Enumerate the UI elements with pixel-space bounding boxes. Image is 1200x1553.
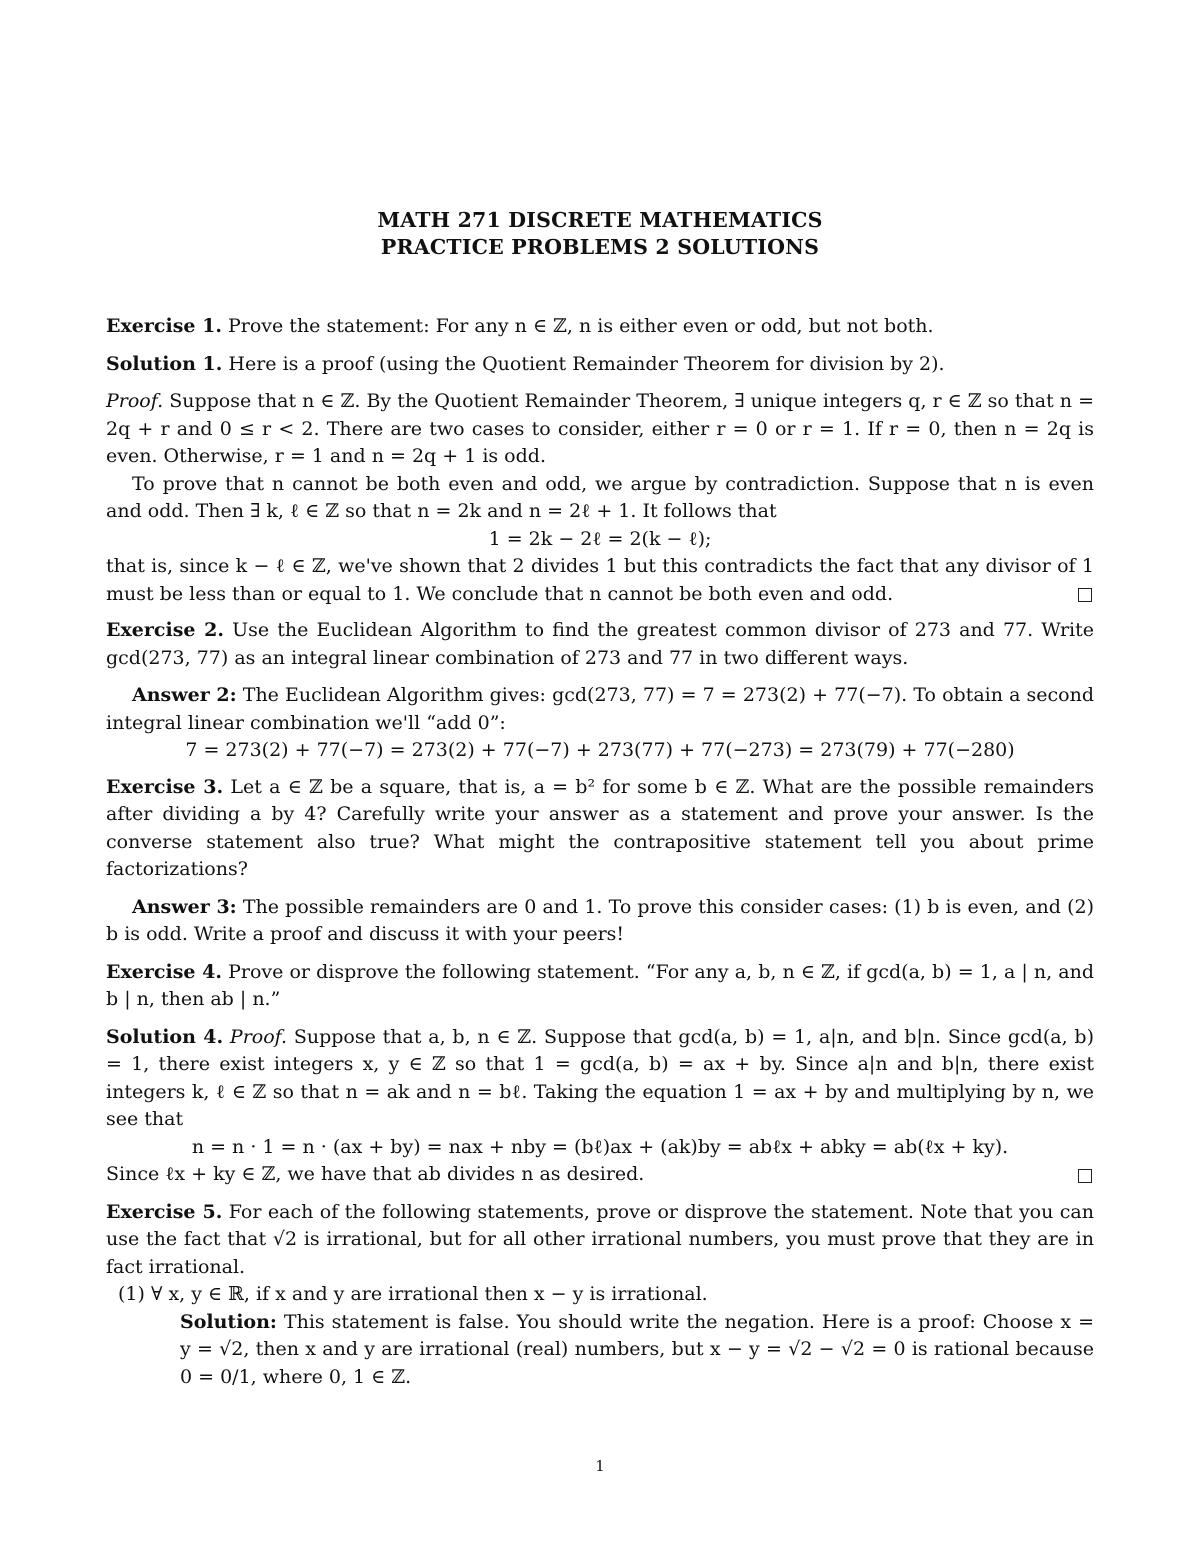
exercise-5-text: For each of the following statements, prove or disprove the statement. Note that you can use the fact that √2 is irrational, but for all other irrational numbers, you must prove that they are in fact irrational. — [106, 1200, 1094, 1278]
solution-1-proof-paragraph-3 — [106, 553, 1094, 608]
qed-square-icon — [1078, 1169, 1092, 1183]
solution-1-proof-paragraph-2: To prove that n cannot be both even and odd, we argue by contradiction. Suppose that n is even and odd. Then ∃ k, ℓ ∈ ℤ so that n = 2k and n = 2ℓ + 1. It follows that — [106, 472, 1094, 522]
solution-4-proof-label: Proof. — [229, 1025, 288, 1048]
title-line-2: PRACTICE PROBLEMS 2 SOLUTIONS — [380, 235, 820, 259]
proof-paragraph-1-text: Suppose that n ∈ ℤ. By the Quotient Remainder Theorem, ∃ unique integers q, r ∈ ℤ so that n = 2q + r and 0 ≤ r < 2. There are two cases to consider, either r = 0 or r = 1. If r = 0, then n = 2q is even. Otherwise, r = 1 and n = 2q + 1 is odd. — [106, 390, 1094, 467]
item-1-solution-text: This statement is false. You should write the negation. Here is a proof: Choose x = y = √2, then x and y are irrational (real) numbers, but x − y = √2 − √2 = 0 is rational because 0 = 0/1, where 0, 1 ∈ ℤ. — [180, 1310, 1094, 1388]
answer-3-text: The possible remainders are 0 and 1. To prove this consider cases: (1) b is even, and (2) b is odd. Write a proof and discuss it with your peers! — [106, 895, 1095, 945]
exercise-4-text: Prove or disprove the following statement. “For any a, b, n ∈ ℤ, if gcd(a, b) = 1, a | n, and b | n, then ab | n.” — [106, 960, 1095, 1010]
solution-1-label: Solution 1. — [106, 352, 223, 375]
solution-4-conclusion-text: Since ℓx + ky ∈ ℤ, we have that ab divides n as desired. — [106, 1163, 645, 1185]
exercise-1-text: Prove the statement: For any n ∈ ℤ, n is either even or odd, but not both. — [227, 315, 934, 337]
item-1-solution-label: Solution: — [180, 1310, 277, 1333]
exercise-3-label: Exercise 3. — [106, 775, 224, 798]
solution-1-text: Here is a proof (using the Quotient Remainder Theorem for division by 2). — [228, 352, 945, 375]
exercise-5 — [106, 1199, 1094, 1282]
qed-square-icon — [1078, 588, 1092, 602]
solution-4-text: Suppose that a, b, n ∈ ℤ. Suppose that gcd(a, b) = 1, a|n, and b|n. Since gcd(a, b) = 1, there exist integers x, y ∈ ℤ so that 1 = gcd(a, b) = ax + by. Since a|n and b|n, there exist integers k, ℓ ∈ ℤ so that n = ak and n = bℓ. Taking the equation 1 = ax + by and multiplying by n, we see that — [106, 1025, 1094, 1130]
solution-1 — [106, 351, 1094, 379]
answer-2-text: The Euclidean Algorithm gives: gcd(273, 77) = 7 = 273(2) + 77(−7). To obtain a second integral linear combination we'll “add 0”: — [106, 684, 1094, 734]
exercise-1-label: Exercise 1. — [106, 315, 222, 337]
proof-paragraph-3-text: that is, since k − ℓ ∈ ℤ, we've shown that 2 divides 1 but this contradicts the fact that any divisor of 1 must be less than or equal to 1. We conclude that n cannot be both even and odd. — [106, 555, 1094, 605]
solution-1-equation: 1 = 2k − 2ℓ = 2(k − ℓ); — [488, 527, 712, 550]
exercise-5-label: Exercise 5. — [106, 1200, 223, 1223]
document-title — [106, 207, 1094, 261]
solution-4 — [106, 1024, 1094, 1134]
answer-3-label: Answer 3: — [132, 895, 237, 918]
solution-1-proof-paragraph-1 — [106, 388, 1094, 471]
exercise-2 — [106, 617, 1094, 672]
solution-4-label: Solution 4. — [106, 1025, 224, 1048]
exercise-5-item-1-solution — [106, 1309, 1094, 1392]
exercise-1 — [106, 313, 1094, 341]
solution-4-conclusion — [106, 1161, 1094, 1189]
page-number: 1 — [595, 1457, 605, 1475]
answer-2-equation: 7 = 273(2) + 77(−7) = 273(2) + 77(−7) + 273(77) + 77(−273) = 273(79) + 77(−280) — [185, 739, 1015, 761]
title-line-1: MATH 271 DISCRETE MATHEMATICS — [377, 208, 823, 232]
exercise-4 — [106, 959, 1094, 1014]
proof-label: Proof. — [106, 390, 164, 412]
exercise-3-text: Let a ∈ ℤ be a square, that is, a = b² for some b ∈ ℤ. What are the possible remainders after dividing a by 4? Carefully write your answer as a statement and prove your answer. Is the converse statement also true? What might the contrapositive statement tell you about prime factorizations? — [106, 775, 1095, 880]
exercise-2-label: Exercise 2. — [106, 619, 225, 641]
exercise-4-label: Exercise 4. — [106, 960, 222, 983]
exercise-2-text: Use the Euclidean Algorithm to find the greatest common divisor of 273 and 77. Write gcd(273, 77) as an integral linear combination of 273 and 77 in two different ways. — [106, 619, 1094, 669]
answer-2-label: Answer 2: — [132, 684, 237, 706]
exercise-5-item-1: (1) ∀ x, y ∈ ℝ, if x and y are irrational then x − y is irrational. — [118, 1283, 708, 1305]
answer-2 — [106, 682, 1094, 737]
answer-3 — [106, 894, 1094, 949]
document-body — [106, 207, 1094, 1391]
solution-4-equation: n = n · 1 = n · (ax + by) = nax + nby = (bℓ)ax + (ak)by = abℓx + abky = ab(ℓx + ky). — [191, 1135, 1009, 1158]
exercise-3 — [106, 774, 1094, 884]
